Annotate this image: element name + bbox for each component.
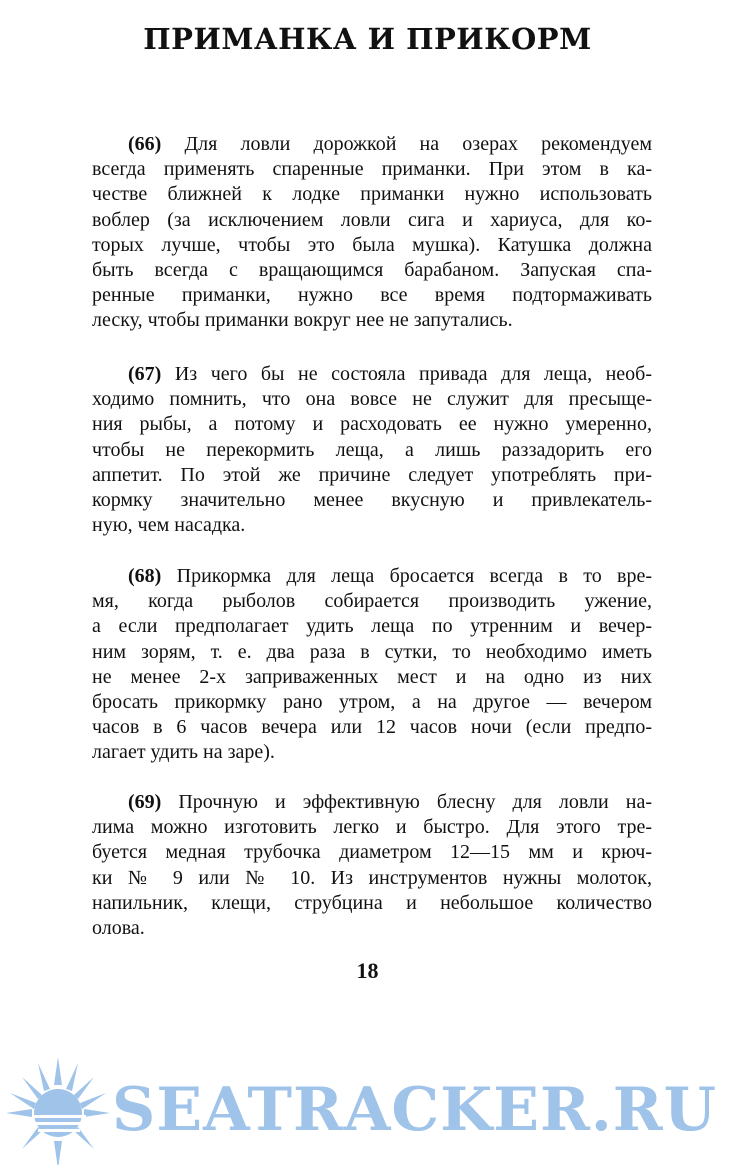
paragraph-line: ния рыбы, а потому и расходовать ее нужно умеренно, <box>92 413 652 436</box>
paragraph-line: напильник, клещи, струбцина и небольшое количество <box>92 891 652 914</box>
paragraph-line: ходимо помнить, что она вовсе не служит для пресыще- <box>92 388 652 411</box>
page-title: ПРИМАНКА И ПРИКОРМ <box>143 22 592 56</box>
paragraph-line: леску, чтобы приманки вокруг нее не запутались. <box>92 309 513 332</box>
paragraph-line: мя, когда рыболов собирается производить ужение, <box>92 590 652 613</box>
paragraph-line: торых лучше, чтобы это была мушка). Катушка должна <box>92 233 652 256</box>
paragraph-line: буется медная трубочка диаметром 12—15 мм и крюч- <box>92 841 652 864</box>
paragraph-line: олова. <box>92 916 145 939</box>
paragraph-line: аппетит. По этой же причине следует употреблять при- <box>92 463 652 486</box>
paragraph-69 <box>92 790 652 941</box>
paragraph-line: кормку значительно менее вкусную и привлекатель- <box>92 488 652 511</box>
paragraph-number: (68) <box>128 565 162 587</box>
paragraph-line: лима можно изготовить легко и быстро. Для этого тре- <box>92 816 652 839</box>
paragraph-number: (69) <box>128 791 162 813</box>
paragraph-line: всегда применять спаренные приманки. При этом в ка- <box>92 158 652 181</box>
paragraph-line: ную, чем насадка. <box>92 514 246 537</box>
paragraph-line: (67) Из чего бы не состояла привада для леща, необ- <box>128 363 652 385</box>
paragraph-line: воблер (за исключением ловли сига и хариуса, для ко- <box>92 208 652 231</box>
paragraph-line: (66) Для ловли дорожкой на озерах рекомендуем <box>128 133 652 155</box>
paragraph-line: (68) Прикормка для леща бросается всегда в то вре- <box>128 565 652 587</box>
paragraph-number: (67) <box>128 363 162 385</box>
paragraph-line: часов в 6 часов вечера или 12 часов ночи (если предпо- <box>92 716 652 739</box>
paragraph-line: бросать прикормку рано утром, а на другое — вечером <box>92 690 652 713</box>
paragraph-67 <box>92 362 652 538</box>
paragraph-line: быть всегда с вращающимся барабаном. Запуская спа- <box>92 258 652 281</box>
paragraph-number: (66) <box>128 133 162 155</box>
watermark-text: SEATRACKER.RU <box>112 1075 717 1145</box>
paragraph-line: ки № 9 или № 10. Из инструментов нужны молоток, <box>92 866 652 889</box>
paragraph-line: не менее 2-х заприваженных мест и на одно из них <box>92 665 652 688</box>
paragraph-line: а если предполагает удить леща по утренним и вечер- <box>92 615 652 638</box>
paragraph-line: (69) Прочную и эффективную блесну для ловли на- <box>128 791 652 813</box>
page-number: 18 <box>356 958 379 983</box>
paragraph-68 <box>92 564 652 766</box>
paragraph-line: лагает удить на заре). <box>92 741 275 764</box>
paragraph-line: ним зорям, т. е. два раза в сутки, то необходимо иметь <box>92 640 652 663</box>
paragraph-line: ренные приманки, нужно все время подтормаживать <box>92 284 652 307</box>
paragraph-66 <box>92 132 652 334</box>
paragraph-line: честве ближней к лодке приманки нужно использовать <box>92 183 652 206</box>
paragraph-line: чтобы не перекормить леща, а лишь раззадорить его <box>92 438 652 461</box>
